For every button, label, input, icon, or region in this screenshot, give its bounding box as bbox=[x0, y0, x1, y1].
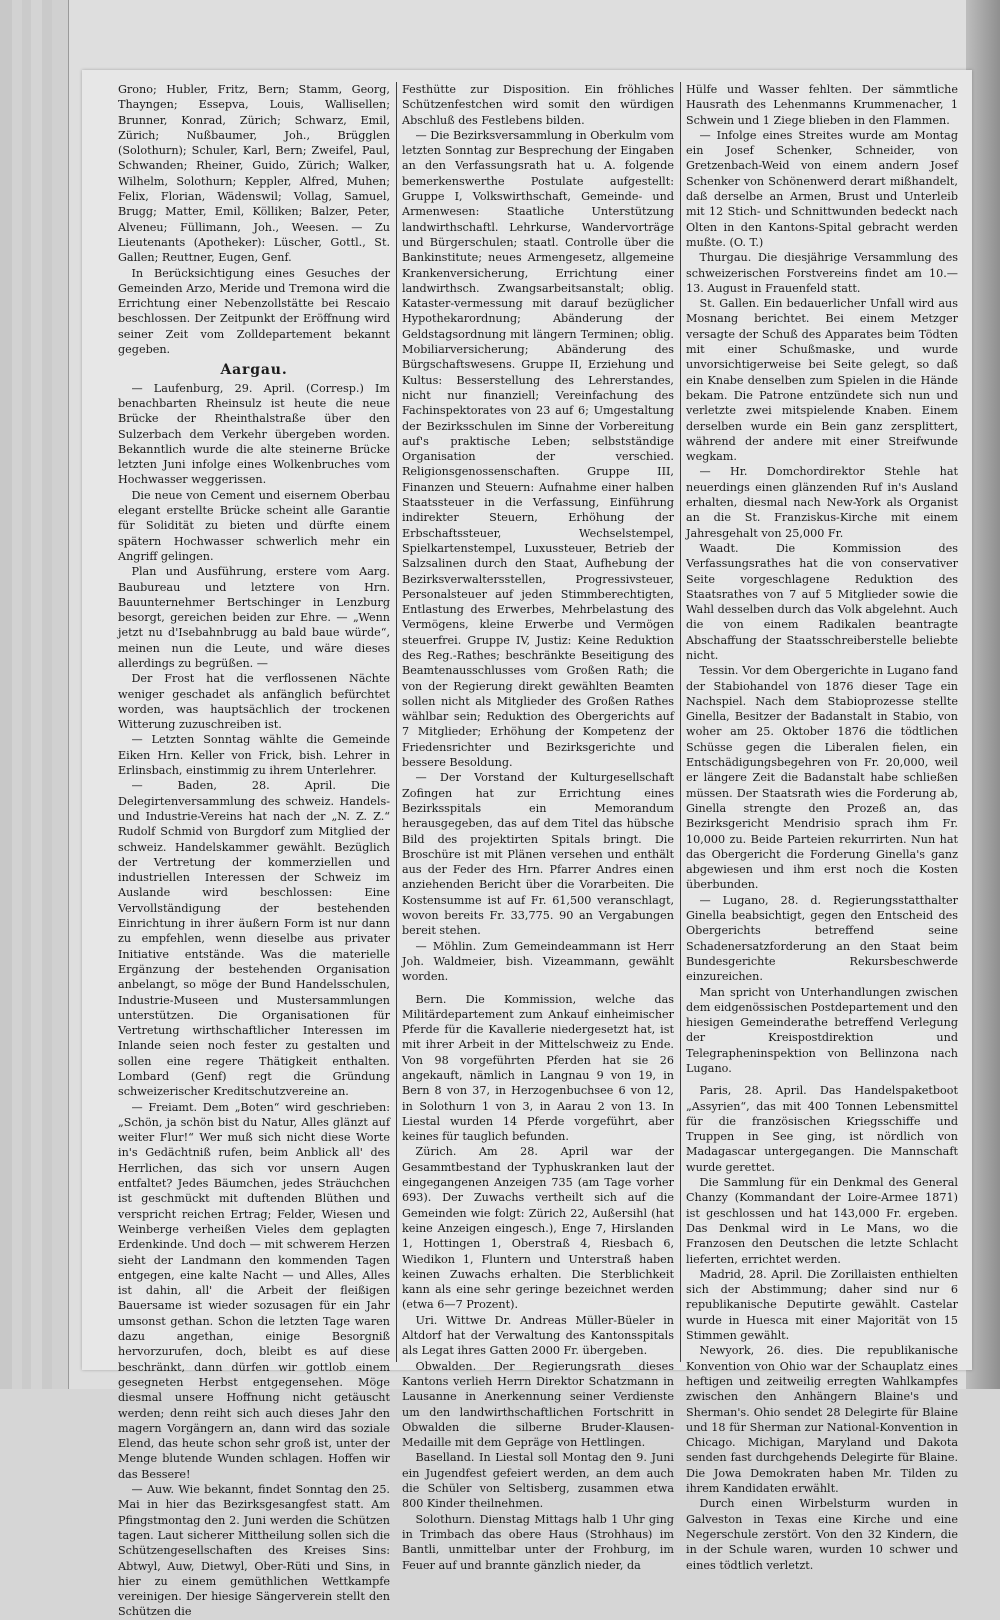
paragraph: Thurgau. Die diesjährige Versammlung des schweizerischen Forstvereins findet am 10.—13. August in Frauenfeld statt. bbox=[686, 251, 958, 295]
paragraph: Durch einen Wirbelsturm wurden in Galveston in Texas eine Kirche und eine Negerschule zerstört. Von den 32 Kindern, die in der Schule waren, wurden 10 schwer und eines tödtlich verletzt. bbox=[686, 1497, 958, 1572]
paragraph: Tessin. Vor dem Obergerichte in Lugano fand der Stabiohandel von 1876 dieser Tage ein Nachspiel. Nach dem Stabioprozesse stellte Ginella, Besitzer der Badanstalt in Stabio, von woher am 25. Oktober 1876 die tödtlichen Schüsse gegen die Liberalen fielen, ein Entschädigungsbegehren von Fr. 20,000, weil er längere Zeit die Badanstalt habe schließen müssen. Der Staatsrath wies die Forderung ab, Ginella strengte den Prozeß an, das Bezirksgericht Mendrisio sprach ihm Fr. 10,000 zu. Beide Parteien rekurrirten. Nun hat das Obergericht die Forderung Ginella's ganz abgewiesen und ihm erst noch die Kosten überbunden. bbox=[686, 664, 958, 892]
column-2 bbox=[402, 82, 674, 1572]
newspaper-page bbox=[82, 70, 972, 1619]
column-rule bbox=[396, 82, 397, 1362]
paragraph: Festhütte zur Disposition. Ein fröhliches Schützenfestchen wird somit den würdigen Abschluß des Festlebens bilden. bbox=[402, 83, 674, 127]
column-1 bbox=[118, 82, 390, 1619]
paragraph: — Lugano, 28. d. Regierungsstatthalter Ginella beabsichtigt, gegen den Entscheid des Obergerichts betreffend seine Schadenersatzforderung an den Staat beim Bundesgerichte Rekursbeschwerde einzureichen. bbox=[686, 893, 958, 984]
paragraph: Obwalden. Der Regierungsrath dieses Kantons verlieh Herrn Direktor Schatzmann in Lausanne in Anerkennung seiner Verdienste um den landwirthschaftlichen Fortschritt in Obwalden die silberne Bruder-Klausen-Medaille mit dem Gepräge von Hettlingen. bbox=[402, 1359, 674, 1450]
paragraph: — Auw. Wie bekannt, findet Sonntag den 25. Mai in hier das Bezirksgesangfest statt. Am Pfingstmontag den 2. Juni werden die Schützen tagen. Laut sicherer Mittheilung sollen sich die Schützengesellschaften des Kreises Sins: Abtwyl, Auw, Dietwyl, Ober-Rüti und Sins, in hier zu einem gemüthlichen Wettkampfe vereinigen. Der hiesige Sängerverein stellt den Schützen die bbox=[118, 1483, 390, 1619]
paragraph: Zürich. Am 28. April war der Gesammtbestand der Typhuskranken laut der eingegangenen Anzeigen 735 (am Tage vorher 693). Der Zuwachs vertheilt sich auf die Gemeinden wie folgt: Zürich 22, Außersihl (hat keine Anzeigen eingesch.), Enge 7, Hirslanden 1, Hottingen 1, Oberstraß 4, Riesbach 6, Wiedikon 1, Fluntern und Unterstraß haben keinen Zuwachs erhalten. Die Sterblichkeit kann als eine sehr geringe bezeichnet werden (etwa 6—7 Prozent). bbox=[402, 1145, 674, 1312]
paragraph: Hülfe und Wasser fehlten. Der sämmtliche Hausrath des Lehenmanns Krummenacher, 1 Schwein und 1 Ziege blieben in den Flammen. bbox=[686, 83, 958, 127]
paragraph: In Berücksichtigung eines Gesuches der Gemeinden Arzo, Meride und Tremona wird die Errichtung einer Nebenzollstätte bei Rescaio beschlossen. Der Zeitpunkt der Eröffnung wird seiner Zeit vom Zolldepartement bekannt gegeben. bbox=[118, 266, 390, 357]
paragraph: Newyork, 26. dies. Die republikanische Konvention von Ohio war der Schauplatz eines heftigen und zeitweilig erregten Wahlkampfes zwischen den Anhängern Blaine's und Sherman's. Ohio sendet 28 Delegirte für Blaine und 18 für Sherman zur National-Konvention in Chicago. Michigan, Maryland und Dakota senden fast durchgehends Delegirte für Blaine. Die Jowa Demokraten haben Mr. Tilden zu ihrem Kandidaten erwählt. bbox=[686, 1344, 958, 1496]
paragraph: — Infolge eines Streites wurde am Montag ein Josef Schenker, Schneider, von Gretzenbach-Weid von einem andern Josef Schenker von Schönenwerd derart mißhandelt, daß derselbe an Armen, Brust und Unterleib mit 12 Stich- und Schnittwunden bedeckt nach Olten in den Kantons-Spital gebracht werden mußte. (O. T.) bbox=[686, 128, 958, 249]
paragraph: — Möhlin. Zum Gemeindeammann ist Herr Joh. Waldmeier, bish. Vizeammann, gewählt worden. bbox=[402, 939, 674, 984]
paragraph: Bern. Die Kommission, welche das Militärdepartement zum Ankauf einheimischer Pferde für die Kavallerie niedergesetzt hat, ist mit ihrer Arbeit in der Mittelschweiz zu Ende. Von 98 vorgeführten Pferden hat sie 26 angekauft, nämlich in Langnau 9 von 19, in Bern 8 von 37, in Herzogenbuchsee 6 von 12, in Solothurn 1 von 3, in Aarau 2 von 13. In Liestal wurden 14 Pferde vorgeführt, aber keines für tauglich befunden. bbox=[402, 992, 674, 1144]
spacer bbox=[402, 985, 674, 992]
section-heading-aargau: Aargau. bbox=[220, 362, 288, 379]
paragraph: Paris, 28. April. Das Handelspaketboot „Assyrien“, das mit 400 Tonnen Lebensmittel für die französischen Kriegsschiffe und Truppen in See ging, ist nördlich von Madagascar untergegangen. Die Mannschaft wurde gerettet. bbox=[686, 1084, 958, 1174]
paragraph: — Letzten Sonntag wählte die Gemeinde Eiken Hrn. Keller von Frick, bish. Lehrer in Erlinsbach, einstimmig zu ihrem Unterlehrer. bbox=[118, 733, 390, 778]
spacer bbox=[686, 1076, 958, 1083]
paragraph: — Der Vorstand der Kulturgesellschaft Zofingen hat zur Errichtung eines Bezirksspitals ein Memorandum herausgegeben, das auf dem Titel das hübsche Bild des projektirten Spitals bringt. Die Broschüre ist mit Plänen versehen und enthält aus der Feder des Hrn. Pfarrer Andres einen anziehenden Bericht über die Vorarbeiten. Die Kostensumme ist auf Fr. 61,500 veranschlagt, wovon bereits Fr. 33,775. 90 an Vergabungen bereit stehen. bbox=[402, 771, 674, 938]
column-3 bbox=[686, 82, 958, 1572]
paragraph: Grono; Hubler, Fritz, Bern; Stamm, Georg, Thayngen; Essepva, Louis, Wallisellen; Brunner, Konrad, Zürich; Schwarz, Emil, Zürich; Nußbaumer, Joh., Brügglen (Solothurn); Schuler, Karl, Bern; Zweifel, Paul, Schwanden; Rheiner, Guido, Zürich; Walker, Wilhelm, Solothurn; Keppler, Alfred, Muhen; Felix, Florian, Wädenswil; Vollag, Samuel, Brugg; Matter, Emil, Kölliken; Balzer, Peter, Alveneu; Füllimann, Joh., Weesen. — Zu Lieutenants (Apotheker): Lüscher, Gottl., St. Gallen; Reuttner, Eugen, Genf. bbox=[118, 83, 390, 265]
paragraph: Madrid, 28. April. Die Zorillaisten enthielten sich der Abstimmung; daher sind nur 6 republikanische Deputirte gewählt. Castelar wurde in Huesca mit einer Majorität von 15 Stimmen gewählt. bbox=[686, 1267, 958, 1343]
paragraph: St. Gallen. Ein bedauerlicher Unfall wird aus Mosnang berichtet. Bei einem Metzger versagte der Schuß des Apparates beim Tödten mit einer Schußmaske, und wurde unvorsichtigerweise bei Seite gelegt, so daß ein Knabe denselben zum Spielen in die Hände bekam. Die Patrone entzündete sich nun und verletzte zwei mitspielende Knaben. Einem derselben wurde ein Bein ganz zersplittert, während der andere mit einer Streifwunde wegkam. bbox=[686, 297, 958, 464]
paragraph: Plan und Ausführung, erstere vom Aarg. Baubureau und letztere von Hrn. Bauunternehmer Bertschinger in Lenzburg besorgt, gereichen beiden zur Ehre. — „Wenn jetzt nu d'Isebahnbrugg au bald baue würde“, meinen nun die Leute, und wäre dieses allerdings zu begrüßen. — bbox=[118, 565, 390, 670]
paragraph: — Freiamt. Dem „Boten“ wird geschrieben: „Schön, ja schön bist du Natur, Alles glänzt auf weiter Flur!“ Wer muß sich nicht diese Worte in's Gedächtniß rufen, beim Anblick all' des Herrlichen, das sich vor unsern Augen entfaltet? Jedes Bäumchen, jedes Sträuchchen ist geschmückt mit duftenden Blüthen und verspricht reichen Ertrag; Felder, Wiesen und Weinberge verheißen Vieles dem geplagten Erdenkinde. Und doch — mit schwerem Herzen sieht der Landmann den kommenden Tagen entgegen, eine kalte Nacht — und Alles, Alles ist dahin, all' die Arbeit der fleißigen Bauersame ist wieder sozusagen für ein Jahr umsonst gethan. Schon die letzten Tage waren dazu angethan, einige Besorgniß hervorzurufen, doch, bleibt es auf diese beschränkt, dann dürfen wir gottlob einem gesegneten Herbst entgegensehen. Möge diesmal unsere Hoffnung nicht getäuscht werden; denn reiht sich auch dieses Jahr den magern Vorgängern an, dann wird das soziale Elend, das heute schon sehr groß ist, unter der Menge blutende Wunden schlagen. Hoffen wir das Bessere! bbox=[118, 1100, 390, 1481]
paragraph: — Hr. Domchordirektor Stehle hat neuerdings einen glänzenden Ruf in's Ausland erhalten, diesmal nach New-York als Organist an die St. Franziskus-Kirche mit einem Jahresgehalt von 25,000 Fr. bbox=[686, 465, 958, 540]
bound-page-edge bbox=[52, 0, 69, 1389]
column-rule bbox=[680, 82, 681, 1362]
paragraph: Solothurn. Dienstag Mittags halb 1 Uhr ging in Trimbach das obere Haus (Strohhaus) im Bantli, unmittelbar unter der Frohburg, im Feuer auf und brannte gänzlich nieder, da bbox=[402, 1512, 674, 1572]
paragraph: Der Frost hat die verflossenen Nächte weniger geschadet als anfänglich befürchtet worden, was hauptsächlich der trockenen Witterung zuzuschreiben ist. bbox=[118, 672, 390, 732]
paragraph: — Die Bezirksversammlung in Oberkulm vom letzten Sonntag zur Besprechung der Eingaben an den Verfassungsrath hat u. A. folgende bemerkenswerthe Postulate aufgestellt: Gruppe I, Volkswirthschaft, Gemeinde- und Armenwesen: Staatliche Unterstützung landwirthschaftl. Lehrkurse, Wandervorträge und Bürgerschulen; staatl. Controlle über die Bankinstitute; neues Armengesetz, allgemeine Krankenversicherung, Errichtung einer landwirthsch. Zwangsarbeitsanstalt; oblig. Kataster-vermessung mit darauf bezüglicher Hypothekarordnung; Abänderung der Geldstagsordnung mit längern Terminen; oblig. Mobiliarversicherung; Abänderung des Bürgschaftswesens. Gruppe II, Erziehung und Kultus: Besserstellung des Lehrerstandes, nicht nur finanziell; Vereinfachung des Fachinspektorates von 23 auf 6; Umgestaltung der Bezirksschulen im Sinne der Vorbereitung auf's praktische Leben; selbstständige Organisation der verschied. Religionsgenossenschaften. Gruppe III, Finanzen und Steuern: Aufnahme einer halben Staatssteuer in die Verfassung, Einführung indirekter Steuern, Erhöhung der Erbschaftssteuer, Wechselstempel, Spielkartenstempel, Luxussteuer, Betrieb der Salzsalinen durch den Staat, Aufhebung der Bezirksverwaltersstellen, Progressivsteuer, Personalsteuer auf jeden Stimmberechtigten, Entlastung des Erwerbes, Mehrbelastung des Vermögens, kleine Erwerbe und Vermögen steuerfrei. Gruppe IV, Justiz: Keine Reduktion des Reg.-Rathes; beschränkte Beseitigung des Beamtenausschlusses vom Großen Rath; die von der Regierung direkt gewählten Beamten sollen nicht als Mitglieder des Großen Rathes wählbar sein; Reduktion des Obergerichts auf 7 Mitglieder; Erhöhung der Kompetenz der Friedensrichter und Bezirksgerichte und bessere Besoldung. bbox=[402, 128, 674, 770]
paragraph: — Baden, 28. April. Die Delegirtenversammlung des schweiz. Handels- und Industrie-Vereins hat nach der „N. Z. Z.“ Rudolf Schmid von Burgdorf zum Mitglied der schweiz. Handelskammer gewählt. Bezüglich der Vertretung der kommerziellen und industriellen Interessen der Schweiz im Auslande wird beschlossen: Eine Vervollständigung der bestehenden Einrichtung in ihrer äußern Form ist nur dann zu empfehlen, wenn dieselbe aus privater Initiative entstände. Was die materielle Ergänzung der bestehenden Organisation anbelangt, so möge der Bund Handelsschulen, Industrie-Museen und Mustersammlungen unterstützen. Die Organisationen für Vertretung wirthschaftlicher Interessen im Inlande seien noch fester zu gestalten und sollen eine regere Thätigkeit enthalten. Lombard (Genf) regt die Gründung schweizerischer Kreditschutzvereine an. bbox=[118, 779, 390, 1099]
paragraph: — Laufenburg, 29. April. (Corresp.) Im benachbarten Rheinsulz ist heute die neue Brücke der Rheinthalstraße über den Sulzerbach dem Verkehr übergeben worden. Bekanntlich wurde die alte steinerne Brücke letzten Juni infolge eines Wolkenbruches vom Hochwasser weggerissen. bbox=[118, 381, 390, 487]
paragraph: Baselland. In Liestal soll Montag den 9. Juni ein Jugendfest gefeiert werden, an dem auch die Schüler von Seltisberg, zusammen etwa 800 Kinder theilnehmen. bbox=[402, 1451, 674, 1511]
paragraph: Uri. Wittwe Dr. Andreas Müller-Büeler in Altdorf hat der Verwaltung des Kantonsspitals als Legat ihres Gatten 2000 Fr. übergeben. bbox=[402, 1313, 674, 1358]
paragraph: Die neue von Cement und eisernem Oberbau elegant erstellte Brücke scheint alle Garantie für Solidität zu bieten und dürfte einem spätern Hochwasser schwerlich mehr ein Angriff gelingen. bbox=[118, 488, 390, 563]
paragraph: Man spricht von Unterhandlungen zwischen dem eidgenössischen Postdepartement und den hiesigen Gemeinderathe betreffend Verlegung der Kreispostdirektion und Telegrapheninspektion von Bellinzona nach Lugano. bbox=[686, 985, 958, 1075]
paragraph: Die Sammlung für ein Denkmal des General Chanzy (Kommandant der Loire-Armee 1871) ist geschlossen und hat 143,000 Fr. ergeben. Das Denkmal wird in Le Mans, wo die Franzosen den Deutschen die letzte Schlacht lieferten, errichtet werden. bbox=[686, 1176, 958, 1266]
paragraph: Waadt. Die Kommission des Verfassungsrathes hat die von conservativer Seite vorgeschlagene Reduktion des Staatsrathes von 7 auf 5 Mitglieder sowie die Wahl desselben durch das Volk abgelehnt. Auch die von einem Radikalen beantragte Abschaffung der Staatsschreiberstelle beliebte nicht. bbox=[686, 541, 958, 662]
